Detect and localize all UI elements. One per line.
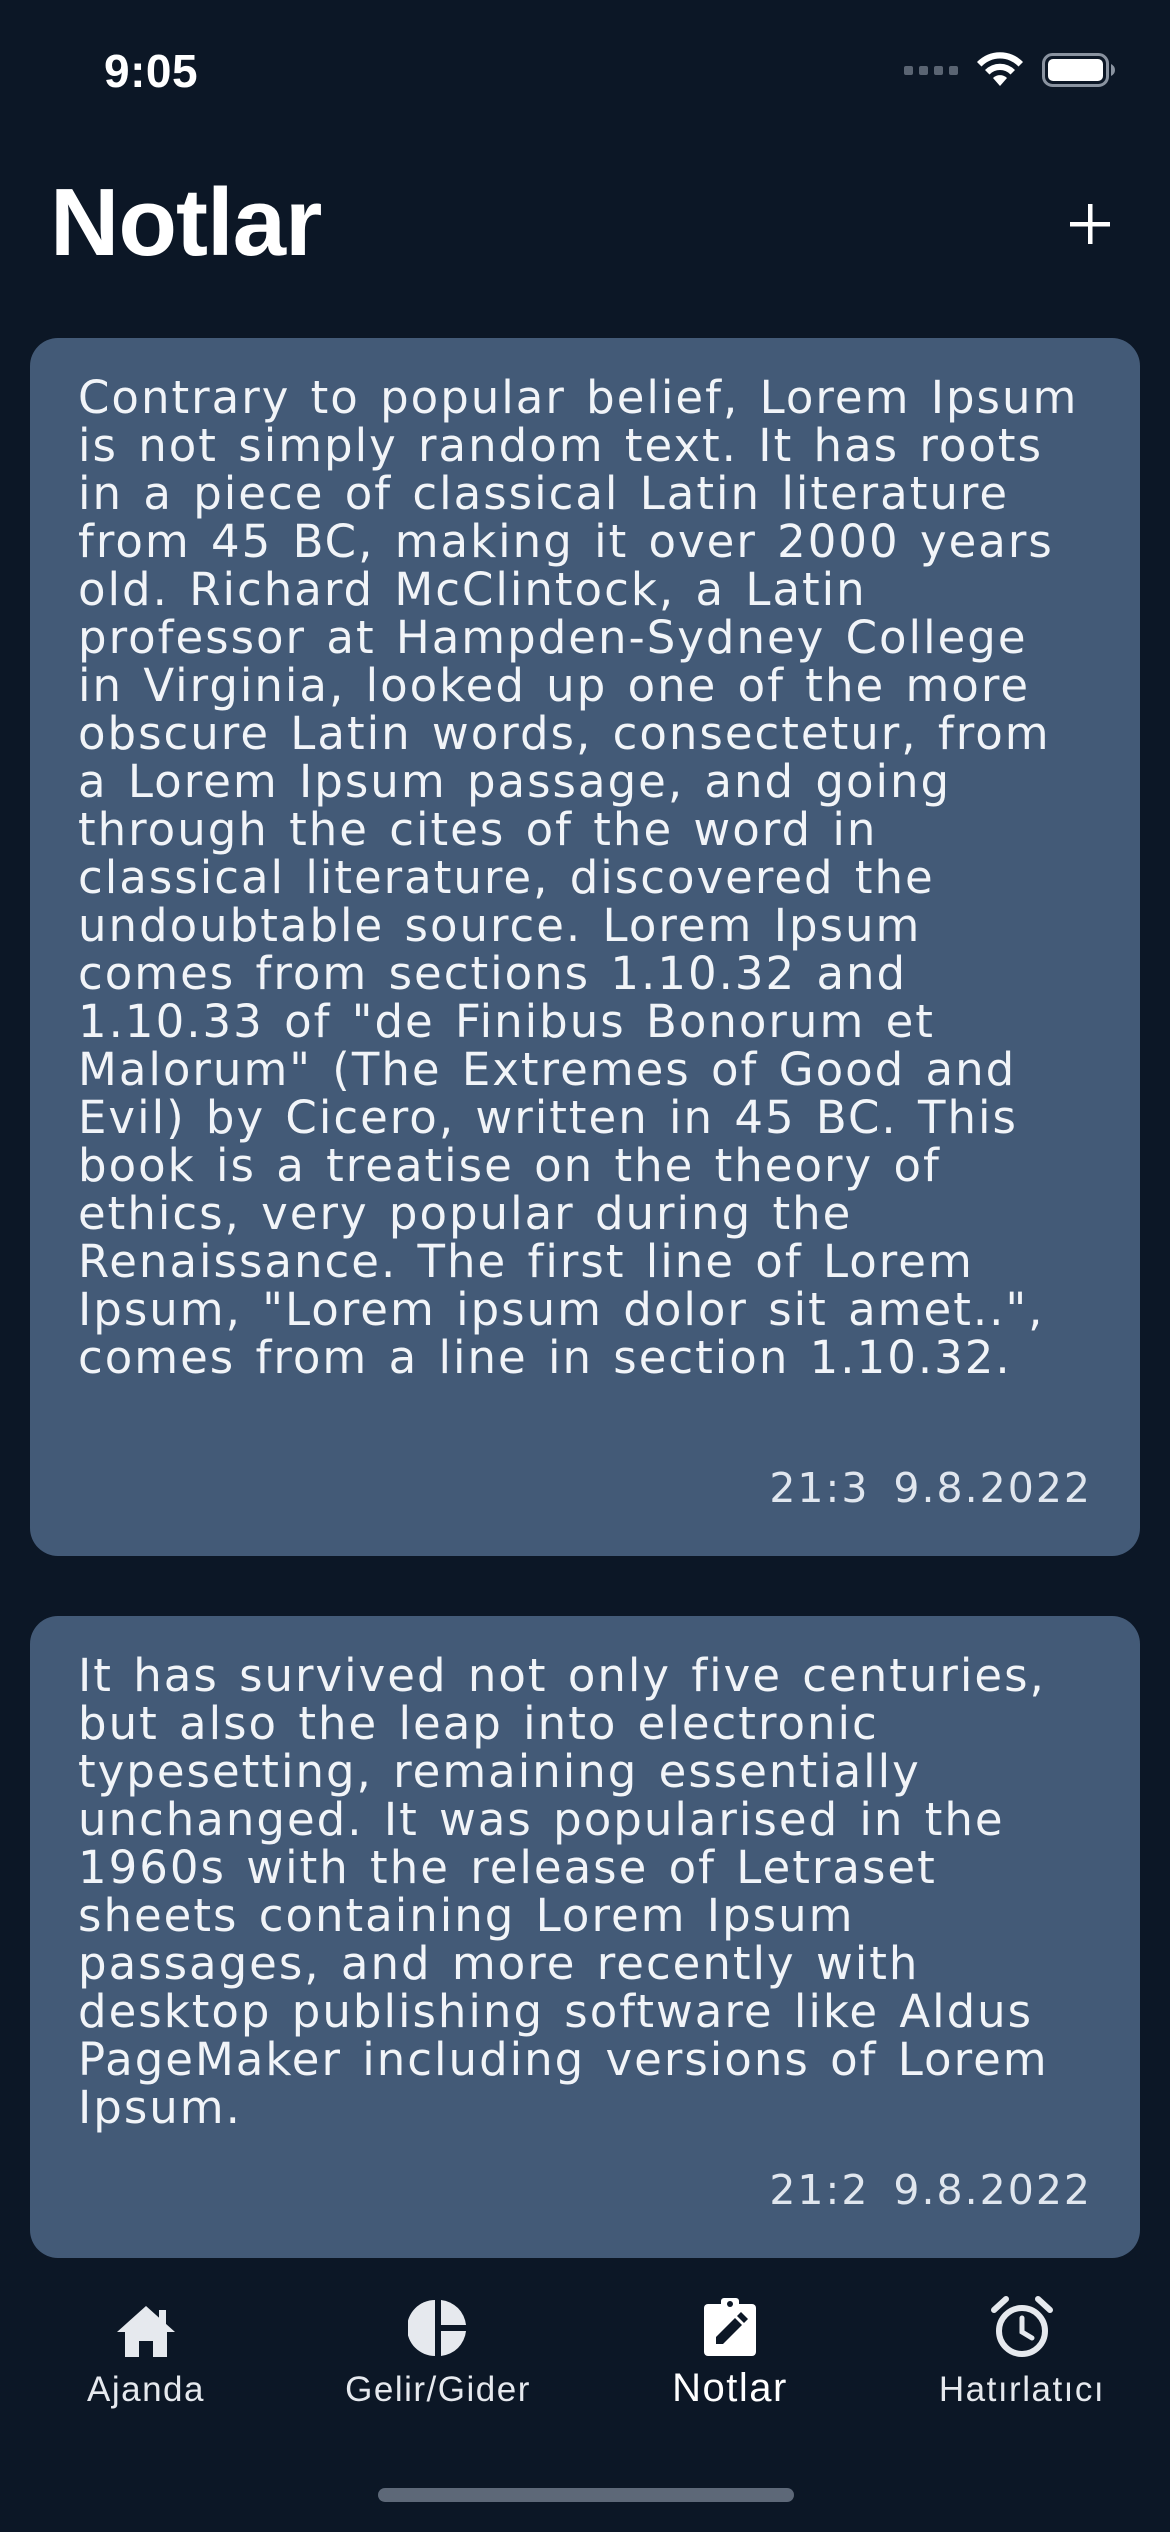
- home-icon: [115, 2304, 177, 2358]
- note-time: 21:2: [769, 2166, 870, 2214]
- cellular-signal-icon: [904, 66, 958, 75]
- note-timestamp: [769, 2166, 1092, 2214]
- pie-chart-icon: [408, 2298, 468, 2358]
- tab-notlar[interactable]: [600, 2266, 860, 2446]
- tab-label: Notlar: [672, 2366, 788, 2410]
- battery-icon: [1042, 52, 1116, 88]
- note-date: 9.8.2022: [893, 2166, 1092, 2214]
- note-timestamp: [769, 1464, 1092, 1512]
- note-text: It has survived not only five centuries, but also the leap into electronic typesetting, remaining essentially unchanged. It was popularised in the 1960s with the release of Letraset sheets containing Lorem Ipsum passages, and more recently with desktop publishing software like Aldus PageMaker including versions of Lorem Ipsum.: [78, 1649, 1049, 2134]
- tab-label: Gelir/Gider: [345, 2370, 531, 2409]
- tab-hatirlatici[interactable]: [892, 2266, 1152, 2446]
- note-date: 9.8.2022: [893, 1464, 1092, 1512]
- note-time: 21:3: [769, 1464, 870, 1512]
- tab-gelir-gider[interactable]: [308, 2266, 568, 2446]
- wifi-icon: [976, 52, 1024, 88]
- clipboard-edit-icon: [702, 2296, 758, 2358]
- page-title: Notlar: [50, 169, 322, 276]
- note-text: Contrary to popular belief, Lorem Ipsum is not simply random text. It has roots in a piece of classical Latin literature from 45 BC, making it over 2000 years old. Richard McClintock, a Latin professor at Hampden-Sydney College in Virginia, looked up one of the more obscure Latin words, consectetur, from a Lorem Ipsum passage, and going through the cites of the word in classical literature, discovered the undoubtable source. Lorem Ipsum comes from sections 1.10.32 and 1.10.33 of "de Finibus Bonorum et Malorum" (The Extremes of Good and Evil) by Cicero, written in 45 BC. This book is a treatise on the theory of ethics, very popular during the Renaissance. The first line of Lorem Ipsum, "Lorem ipsum dolor sit amet..", comes from a line in section 1.10.32.: [78, 371, 1079, 1384]
- tab-bar: [0, 2266, 1170, 2466]
- status-bar: [0, 0, 1170, 150]
- status-time: 9:05: [104, 45, 199, 97]
- alarm-clock-icon: [990, 2296, 1054, 2358]
- add-note-button[interactable]: [1062, 196, 1118, 252]
- tab-label: Ajanda: [87, 2370, 205, 2409]
- note-card[interactable]: [30, 1616, 1140, 2258]
- status-icons: [904, 52, 1116, 88]
- note-card[interactable]: [30, 338, 1140, 1556]
- tab-ajanda[interactable]: [16, 2266, 276, 2446]
- plus-icon: [1062, 196, 1118, 252]
- home-indicator[interactable]: [378, 2488, 794, 2502]
- tab-label: Hatırlatıcı: [938, 2370, 1106, 2409]
